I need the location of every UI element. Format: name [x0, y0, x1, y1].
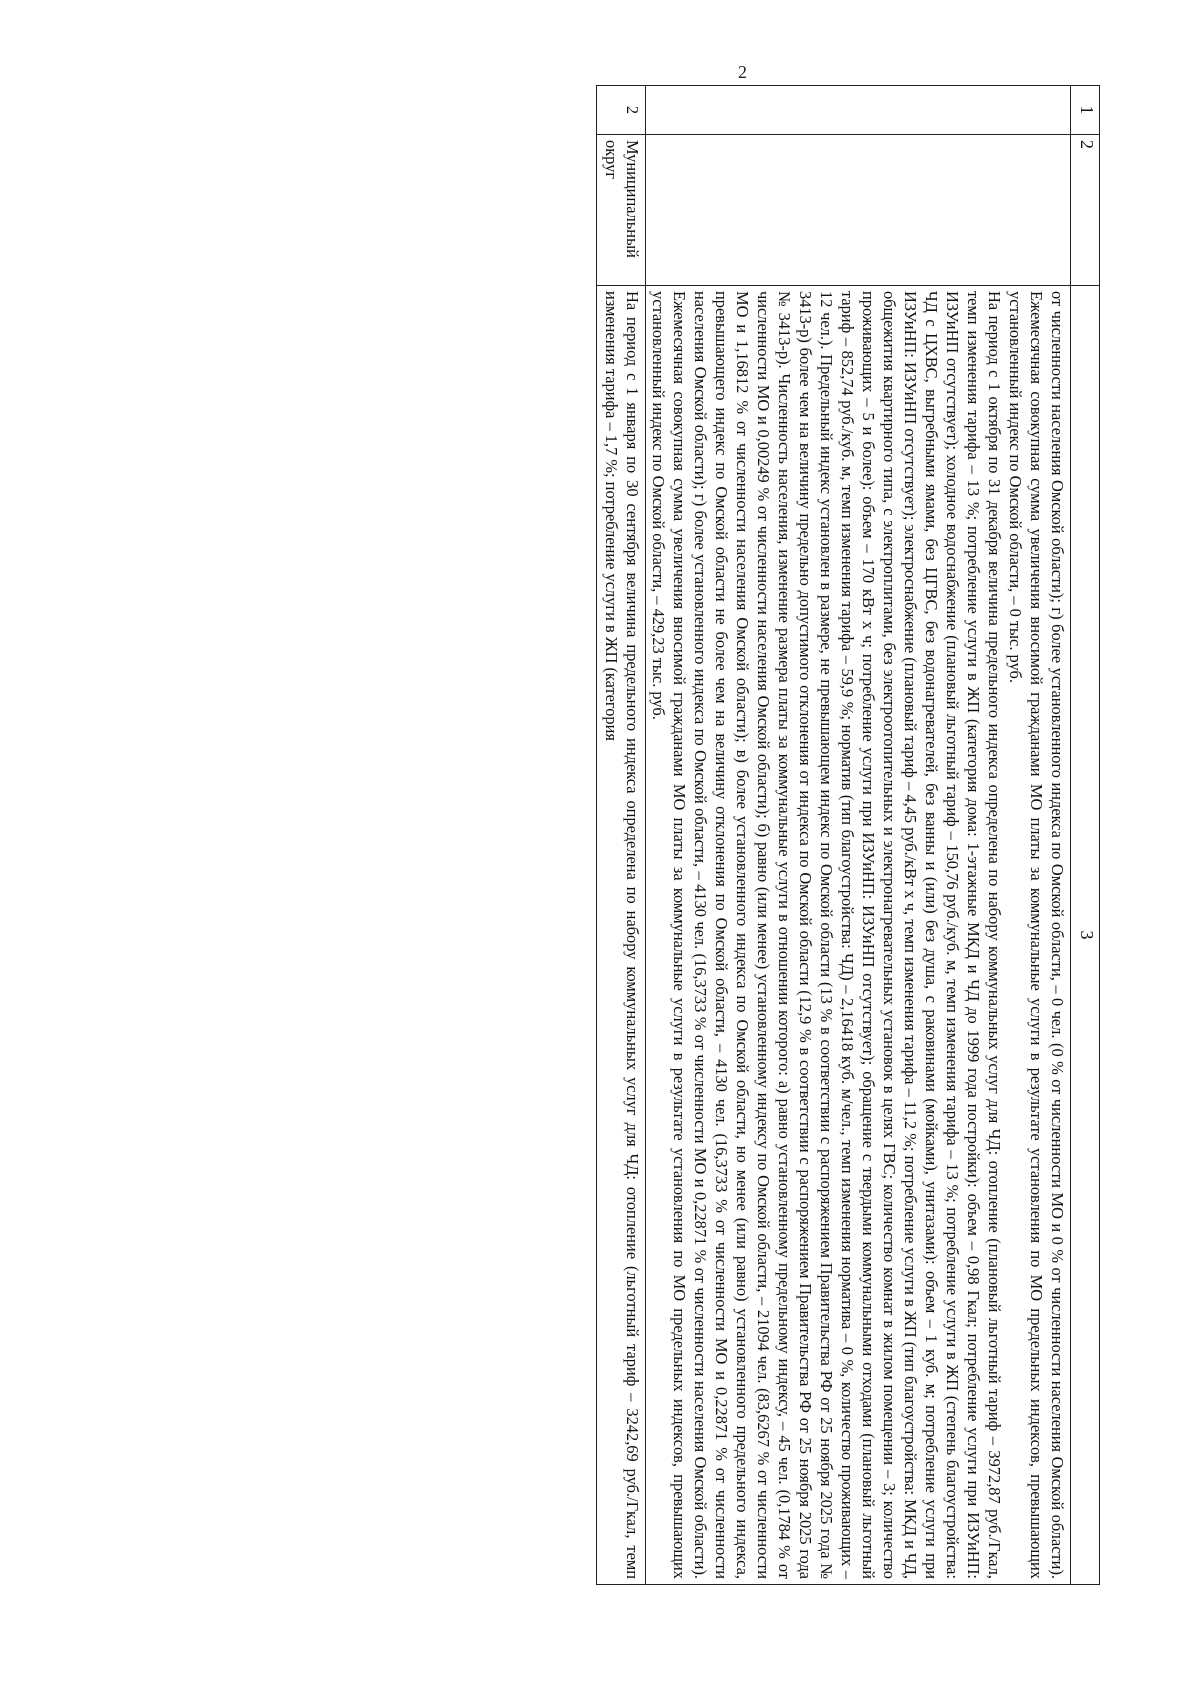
row-name: Муниципальный округ	[597, 135, 646, 286]
paragraph: от численности населения Омской области); г) более установленного индекса по Омской области, – 0 чел. (0 % от численности МО и 0 % от численности населения Омской области). Ежемесячная совокупная сумма увеличения вносимой гражданами МО платы за коммунальные услуги в результате установления по МО предельных индексов, превышающих установленный индекс по Омской области, – 0 тыс. руб.	[1006, 291, 1067, 1579]
row-description	[646, 286, 1071, 1585]
rotated-table-container	[200, 85, 1100, 1585]
table-row	[597, 86, 646, 1585]
header-col-2: 2	[1071, 135, 1100, 286]
row-name	[646, 135, 1071, 286]
row-number	[646, 86, 1071, 135]
data-table	[596, 85, 1100, 1585]
paragraph: На период с 1 октября по 31 декабря величина предельного индекса определена по набору коммунальных услуг для ЧД: отопление (плановый льготный тариф – 3972,87 руб./Гкал, темп изменения тарифа – 13 %; потребление услуги в ЖП (категория дома: 1-этажные МКД и ЧД до 1999 года постройки): объем – 0,98 Гкал; потребление услуги при ИЗУиНП: ИЗУиНП отсутствует); холодное водоснабжение (плановый льготный тариф – 150,76 руб./куб. м, темп изменения тарифа – 13 %; потребление услуги в ЖП (степень благоустройства: ЧД с ЦХВС, выгребными ямами, без ЦГВС, без водонагревателей, без ванны и (или) без душа, с раковинами (мойками), унитазами): объем – 1 куб. м; потребление услуги при ИЗУиНП: ИЗУиНП отсутствует); электроснабжение (плановый тариф – 4,45 руб./кВт х ч, темп изменения тарифа – 11,2 %; потребление услуги в ЖП (тип благоустройства: МКД и ЧД, общежития квартирного типа, с электроплитами, без электроотопительных и электронагревательных установок в целях ГВС; количество комнат в жилом помещении – 3; количество проживающих – 5 и более): объем – 170 кВт х ч; потребление услуги при ИЗУиНП: ИЗУиНП отсутствует); обращение с твердыми коммунальными отходами (плановый льготный тариф – 852,74 руб./куб. м, темп изменения тарифа – 59,9 %; норматив (тип благоустройства: ЧД) – 2,16418 куб. м/чел., темп изменения норматива – 0 %, количество проживающих – 12 чел.). Предельный индекс установлен в размере, не превышающем индекс по Омской области (13 % в соответствии с распоряжением Правительства РФ от 25 ноября 2025 года № 3413-р) более чем на величину предельно допустимого отклонения от индекса по Омской области (12,9 % в соответствии с распоряжением Правительства РФ от 25 ноября 2025 года № 3413-р). Численность населения, изменение размера платы за коммунальные услуги в отношении которого: а) равно установленному предельному индексу, – 45 чел. (0,1784 % от численности МО и 0,00249 % от численности населения Омской области); б) равно (или менее) установленному индексу по Омской области, – 21094 чел. (83,6267 % от численности МО и 1,16812 % от численности населения Омской области); в) более установленного индекса по Омской области, но менее (или равно) установленного предельного индекса, превышающего индекс по Омской области не более чем на величину отклонения по Омской области, – 4130 чел. (16,3733 % от численности МО и 0,22871 % от численности населения Омской области); г) более установленного индекса по Омской области, – 4130 чел. (16,3733 % от численности МО и 0,22871 % от численности населения Омской области). Ежемесячная совокупная сумма увеличения вносимой гражданами МО платы за коммунальные услуги в результате установления по МО предельных индексов, превышающих установленный индекс по Омской области, – 429,23 тыс. руб.	[649, 291, 1004, 1579]
row-number: 2	[597, 86, 646, 135]
header-col-1: 1	[1071, 86, 1100, 135]
table-row	[646, 86, 1071, 1585]
page-number: 2	[738, 62, 747, 82]
header-col-3: 3	[1071, 286, 1100, 1585]
paragraph: На период с 1 января по 30 сентября величина предельного индекса определена по набору коммунальных услуг для ЧД: отопление (льготный тариф – 3242,69 руб./Гкал, темп изменения тарифа – 1,7 %; потребление услуги в ЖП (категория	[602, 291, 642, 1579]
table-header-row	[1071, 86, 1100, 1585]
row-description	[597, 286, 646, 1585]
